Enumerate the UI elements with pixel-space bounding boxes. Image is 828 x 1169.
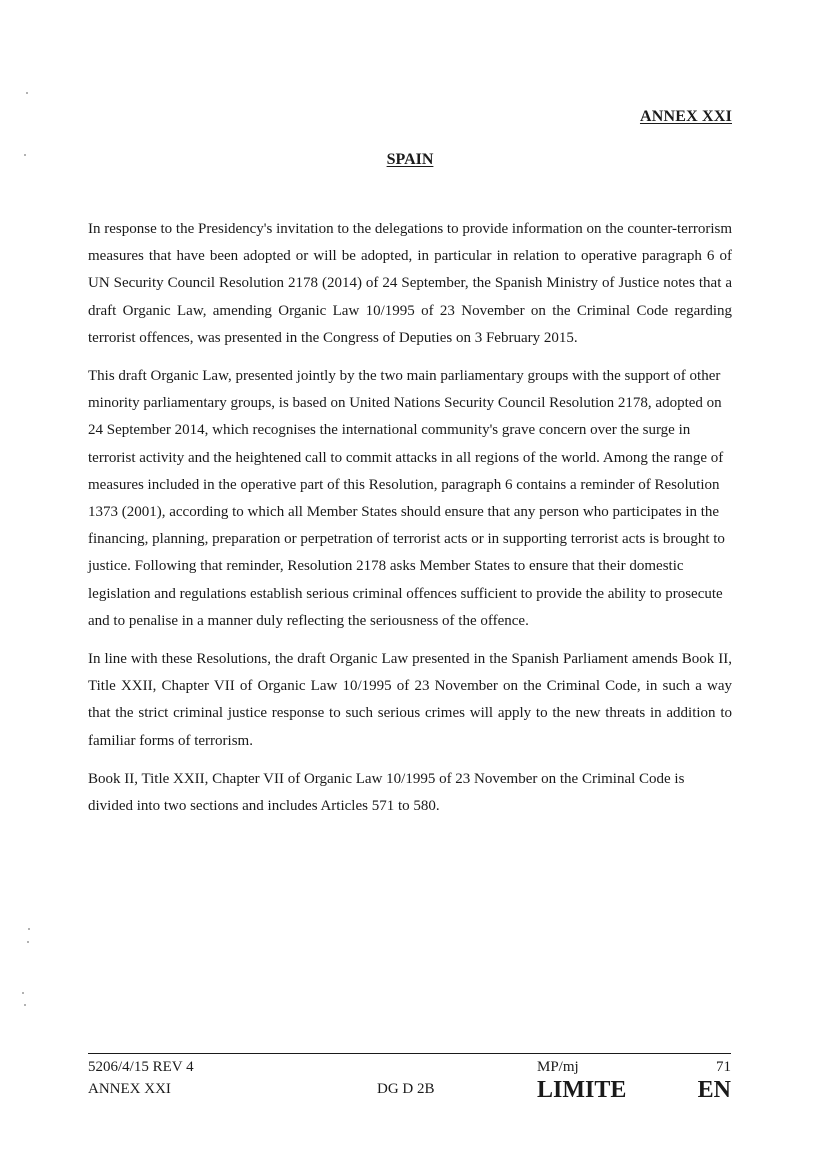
author-initials: MP/mj [537, 1059, 579, 1075]
body-text [88, 216, 732, 831]
paragraph: Book II, Title XXII, Chapter VII of Organic Law 10/1995 of 23 November on the Criminal Code is divided into two sections and includes Articles 571 to 580. [88, 770, 685, 815]
footer-divider [88, 1053, 731, 1054]
scan-artifact [22, 992, 24, 994]
scan-artifact [24, 1004, 26, 1006]
scan-artifact [27, 941, 29, 943]
page-number: 71 [716, 1059, 731, 1075]
scan-artifact [26, 92, 28, 94]
annex-reference: ANNEX XXI [88, 1081, 171, 1097]
document-reference: 5206/4/15 REV 4 [88, 1059, 194, 1075]
annex-heading: ANNEX XXI [639, 108, 732, 125]
language-code: EN [697, 1077, 731, 1103]
directorate-code: DG D 2B [377, 1081, 435, 1097]
scan-artifact [28, 928, 30, 930]
paragraph: This draft Organic Law, presented jointly by the two main parliamentary groups with the support of other minority parliamentary groups, is based on United Nations Security Council Resolution 2178, adopted on 24 September 2014, which recognises the international community's grave concern over the surge in terrorist activity and the heightened call to commit attacks in all regions of the world. Among the range of measures included in the operative part of this Resolution, paragraph 6 contains a reminder of Resolution 1373 (2001), according to which all Member States should ensure that any person who participates in the financing, planning, preparation or perpetration of terrorist acts or in supporting terrorist acts is brought to justice. Following that reminder, Resolution 2178 asks Member States to ensure that their domestic legislation and regulations establish serious criminal offences sufficient to provide the ability to prosecute and to penalise in a manner duly reflecting the seriousness of the offence. [88, 368, 725, 629]
classification-marking: LIMITE [537, 1077, 627, 1103]
document-title: SPAIN [386, 151, 434, 168]
paragraph: In line with these Resolutions, the draft Organic Law presented in the Spanish Parliament amends Book II, Title XXII, Chapter VII of Organic Law 10/1995 of 23 November on the Criminal Code, in such a way that the strict criminal justice response to such serious crimes will apply to the new threats in addition to familiar forms of terrorism. [88, 651, 732, 749]
paragraph: In response to the Presidency's invitation to the delegations to provide information on the counter-terrorism measures that have been adopted or will be adopted, in particular in relation to operative paragraph 6 of UN Security Council Resolution 2178 (2014) of 24 September, the Spanish Ministry of Justice notes that a draft Organic Law, amending Organic Law 10/1995 of 23 November on the Criminal Code regarding terrorist offences, was presented in the Congress of Deputies on 3 February 2015. [88, 221, 732, 346]
